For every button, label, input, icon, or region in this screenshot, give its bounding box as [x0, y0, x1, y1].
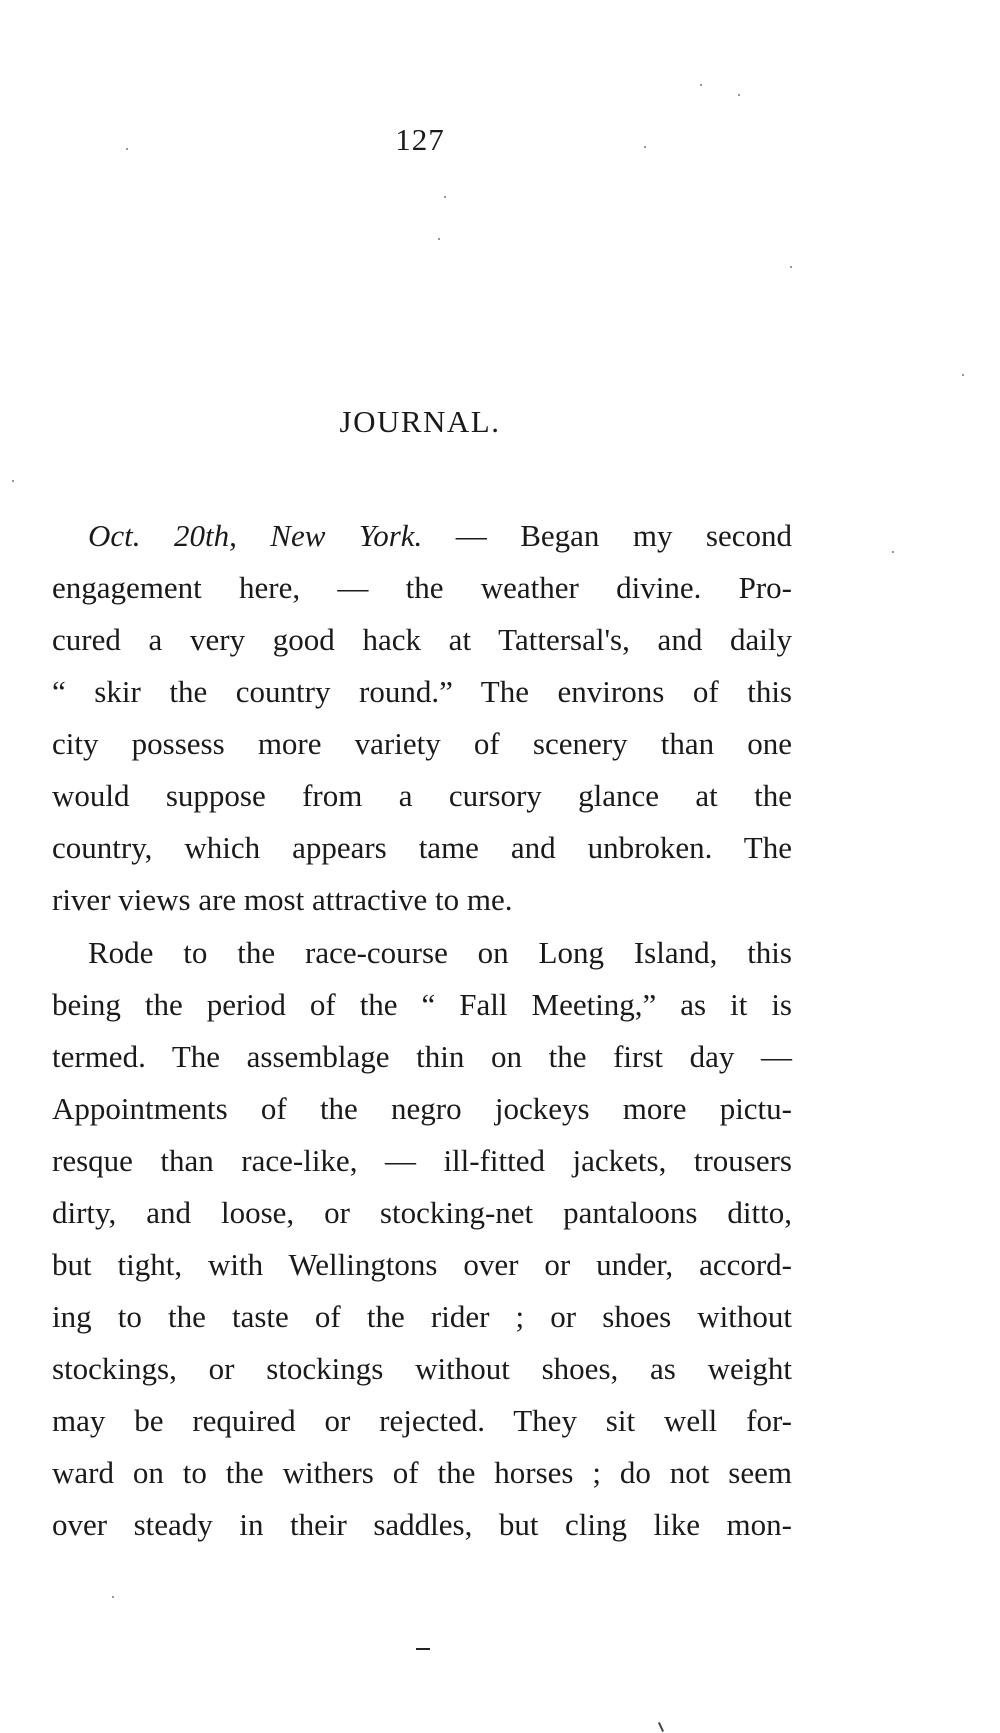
- paper-speck: [738, 94, 740, 96]
- text-line: river views are most attractive to me.: [52, 882, 513, 917]
- paper-speck: [892, 551, 894, 553]
- text-line: city possess more variety of scenery than one: [52, 726, 792, 761]
- section-heading: JOURNAL.: [339, 404, 501, 439]
- paper-speck: [126, 148, 128, 150]
- text-line: ward on to the withers of the horses ; do not seem: [52, 1455, 792, 1490]
- text-line: termed. The assemblage thin on the first day —: [52, 1039, 792, 1074]
- paper-speck: [962, 374, 964, 376]
- text-line: resque than race-like, — ill-fitted jackets, trousers: [52, 1143, 792, 1178]
- page-number: 127: [395, 122, 445, 157]
- text-line: [52, 510, 792, 562]
- paper-speck: [700, 84, 702, 86]
- journal-text: [52, 510, 792, 1551]
- text-line-content: Began my second: [520, 518, 793, 553]
- footer-mark: [416, 1648, 430, 1650]
- paper-speck: [112, 1596, 114, 1598]
- text-line: cured a very good hack at Tattersal's, and daily: [52, 622, 792, 657]
- paper-speck: [438, 238, 440, 240]
- text-line: dirty, and loose, or stocking-net pantaloons ditto,: [52, 1195, 792, 1230]
- text-line: may be required or rejected. They sit well for-: [52, 1403, 792, 1438]
- text-line: but tight, with Wellingtons over or under, accord-: [52, 1247, 792, 1282]
- paper-speck: [12, 480, 14, 482]
- text-line: being the period of the “ Fall Meeting,” as it is: [52, 987, 792, 1022]
- text-line: country, which appears tame and unbroken. The: [52, 830, 792, 865]
- paper-speck: [644, 146, 646, 148]
- text-line: engagement here, — the weather divine. Pro-: [52, 570, 792, 605]
- text-line: over steady in their saddles, but cling like mon-: [52, 1507, 792, 1542]
- text-line: Rode to the race-course on Long Island, this: [88, 935, 792, 970]
- stray-mark: [658, 1722, 664, 1732]
- text-line: Appointments of the negro jockeys more pictu-: [52, 1091, 792, 1126]
- text-line: “ skir the country round.” The environs of this: [52, 674, 792, 709]
- text-line: ing to the taste of the rider ; or shoes without: [52, 1299, 792, 1334]
- text-line: would suppose from a cursory glance at the: [52, 778, 792, 813]
- paper-speck: [444, 196, 446, 198]
- entry-date: Oct. 20th,: [88, 518, 237, 553]
- paper-speck: [790, 266, 792, 268]
- entry-place: New York.: [270, 518, 423, 553]
- entry-dash: —: [422, 518, 521, 553]
- text-line: stockings, or stockings without shoes, as weight: [52, 1351, 792, 1386]
